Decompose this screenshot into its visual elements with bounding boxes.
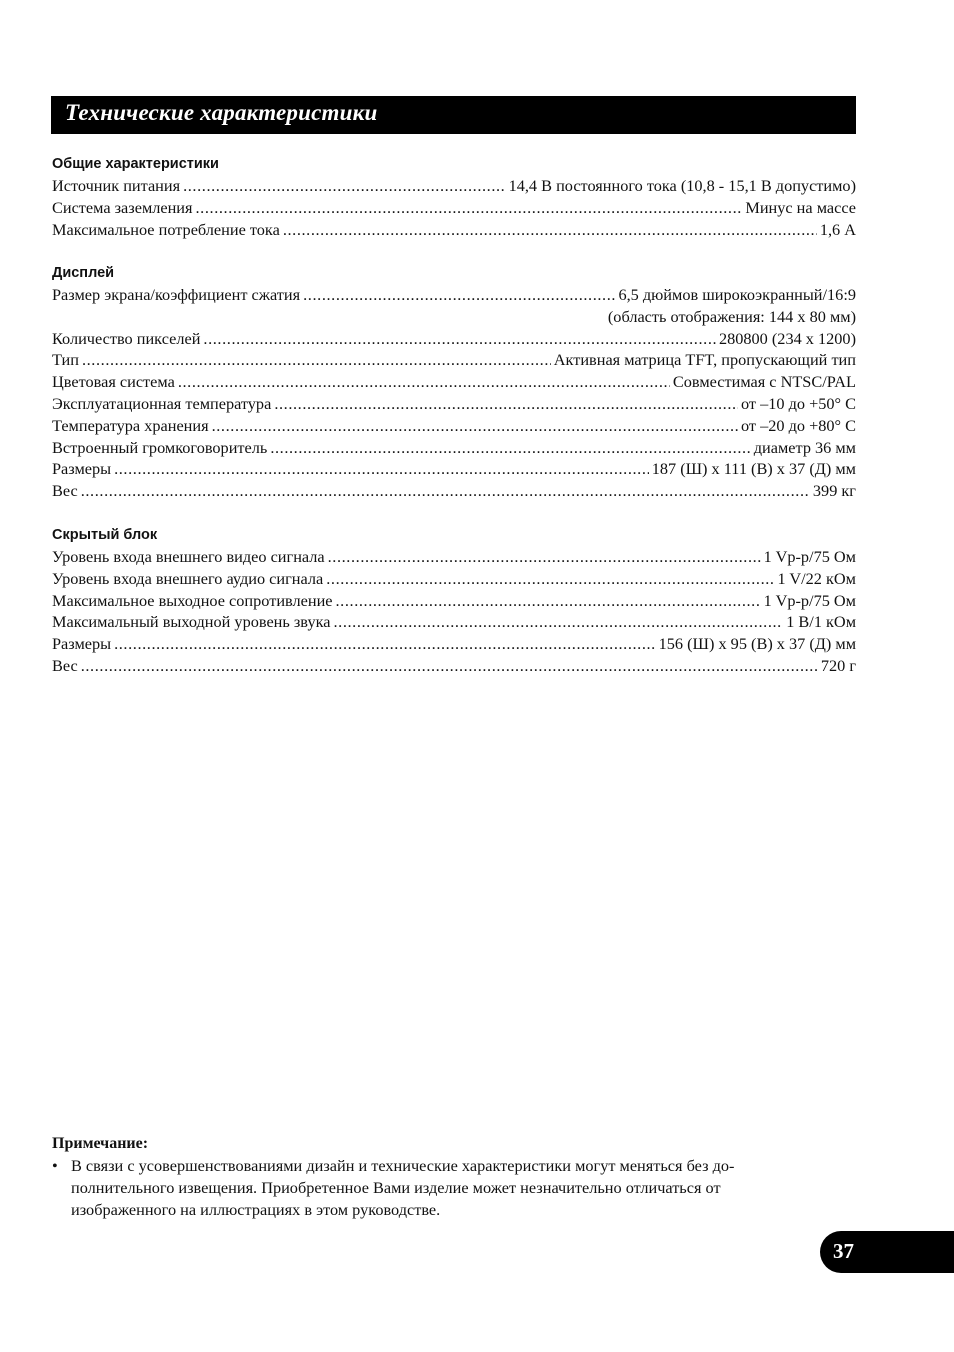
spec-value: 1 V/22 кОм — [777, 568, 856, 588]
leader-dots — [81, 655, 818, 677]
spec-value: диаметр 36 мм — [753, 437, 856, 457]
spec-value: 1 Vp-p/75 Ом — [763, 590, 856, 610]
spec-row — [52, 458, 856, 480]
spec-label: Размеры — [52, 459, 112, 479]
spec-value: 1 В/1 кОм — [786, 612, 856, 632]
leader-dots — [183, 175, 505, 197]
spec-row — [52, 328, 856, 350]
leader-dots — [303, 284, 615, 306]
leader-dots — [114, 633, 656, 655]
spec-value: 1,6 А — [819, 219, 856, 239]
spec-label: Максимальный выходной уровень звука — [52, 612, 331, 632]
section-heading: Скрытый блок — [52, 527, 158, 543]
spec-label: Размеры — [52, 634, 112, 654]
spec-row — [52, 633, 856, 655]
spec-row-continuation — [52, 306, 856, 328]
spec-value: 399 кг — [812, 481, 856, 501]
leader-dots — [212, 415, 738, 437]
note-block — [52, 1133, 852, 1221]
leader-dots — [274, 393, 738, 415]
spec-row — [52, 590, 856, 612]
spec-value: 1 Vp-p/75 Ом — [763, 547, 856, 566]
spec-row — [52, 284, 856, 306]
leader-dots — [326, 568, 774, 590]
spec-row — [52, 219, 856, 241]
spec-label: Тип — [52, 350, 79, 370]
note-line: полнительного извещения. Приобретенное Вами изделие может незначительно отличаться от — [71, 1178, 721, 1197]
spec-label: Источник питания — [52, 176, 181, 195]
title-bar — [51, 96, 856, 134]
leader-dots — [283, 219, 817, 241]
leader-dots — [336, 590, 761, 612]
section-heading: Дисплей — [52, 265, 115, 281]
spec-label: Вес — [52, 655, 78, 675]
spec-row — [52, 371, 856, 393]
note-heading: Примечание: — [52, 1135, 149, 1152]
leader-dots — [178, 371, 670, 393]
spec-value-continuation: (область отображения: 144 x 80 мм) — [607, 306, 856, 326]
spec-row — [52, 197, 856, 219]
spec-row — [52, 349, 856, 371]
section-heading: Общие характеристики — [52, 156, 219, 172]
spec-row — [52, 437, 856, 459]
spec-label: Максимальное потребление тока — [52, 219, 280, 239]
spec-label: Уровень входа внешнего видео сигнала — [52, 547, 325, 566]
spec-row — [52, 175, 856, 197]
spec-row — [52, 546, 856, 568]
leader-dots — [203, 328, 716, 350]
section-general — [52, 153, 856, 240]
spec-label: Эксплуатационная температура — [52, 393, 272, 413]
spec-value: 14,4 В постоянного тока (10,8 - 15,1 В допустимо) — [508, 176, 856, 195]
section-hidden-unit — [52, 524, 856, 677]
spec-label: Уровень входа внешнего аудио сигнала — [52, 568, 324, 588]
spec-label: Максимальное выходное сопротивление — [52, 590, 333, 610]
leader-dots — [270, 437, 750, 459]
leader-dots — [82, 349, 551, 371]
note-line: изображенного на иллюстрациях в этом руководстве. — [71, 1200, 441, 1219]
spec-value: от –10 до +50° C — [740, 393, 856, 413]
spec-label: Количество пикселей — [52, 328, 201, 348]
spec-label: Встроенный громкоговоритель — [52, 437, 268, 457]
spec-row — [52, 568, 856, 590]
leader-dots — [196, 197, 743, 219]
bullet-icon: • — [52, 1156, 58, 1175]
spec-value: Совместимая с NTSC/PAL — [672, 372, 856, 392]
spec-value: 187 (Ш) x 111 (В) x 37 (Д) мм — [651, 459, 856, 479]
page-title: Технические характеристики — [65, 100, 378, 125]
leader-dots — [81, 480, 810, 502]
spec-row — [52, 655, 856, 677]
section-display — [52, 262, 856, 502]
page-number: 37 — [833, 1239, 854, 1263]
leader-dots — [328, 546, 761, 568]
spec-row — [52, 611, 856, 633]
spec-label: Размер экрана/коэффициент сжатия — [52, 285, 301, 304]
note-line: В связи с усовершенствованиями дизайн и технические характеристики могут меняться без до- — [71, 1156, 735, 1175]
spec-value: 720 г — [820, 655, 856, 675]
spec-value: от –20 до +80° C — [740, 415, 856, 435]
spec-value: Активная матрица TFT, пропускающий тип — [553, 350, 856, 370]
spec-label: Система заземления — [52, 197, 193, 217]
leader-dots — [333, 611, 783, 633]
spec-label: Вес — [52, 481, 78, 501]
spec-label: Температура хранения — [52, 415, 209, 435]
spec-label: Цветовая система — [52, 372, 175, 392]
note-item — [52, 1155, 852, 1221]
spec-row — [52, 415, 856, 437]
leader-dots — [114, 458, 649, 480]
spec-value: 280800 (234 x 1200) — [718, 328, 856, 348]
spec-value: 6,5 дюймов широкоэкранный/16:9 — [618, 285, 856, 304]
spec-row — [52, 480, 856, 502]
spec-value: Минус на массе — [745, 197, 856, 217]
spec-row — [52, 393, 856, 415]
page-number-tab — [820, 1231, 954, 1273]
spec-value: 156 (Ш) x 95 (В) x 37 (Д) мм — [658, 634, 856, 654]
